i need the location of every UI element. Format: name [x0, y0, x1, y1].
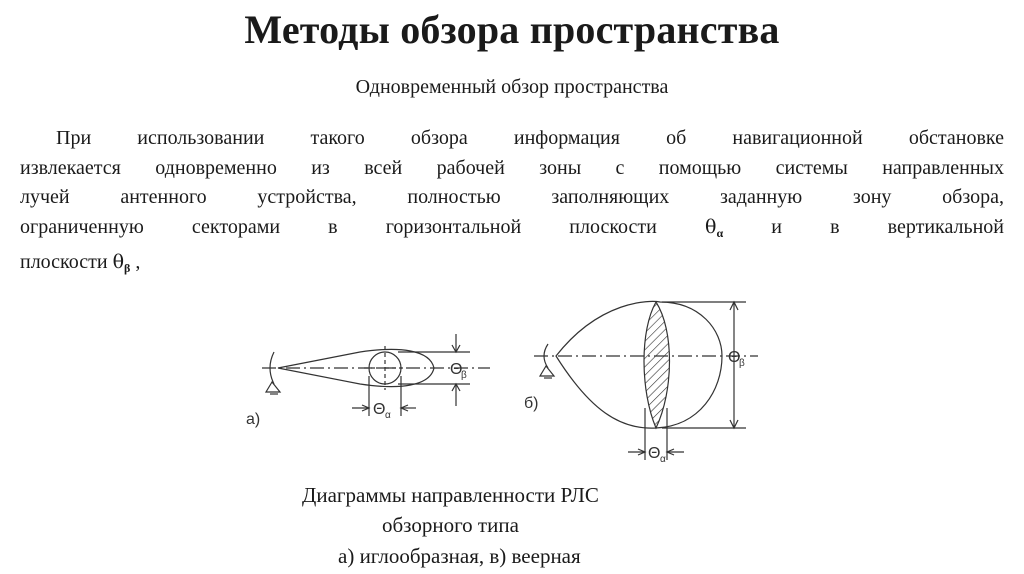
alpha-subscript: α [660, 454, 666, 465]
alpha-subscript: α [716, 225, 724, 240]
theta-beta-label [450, 361, 467, 381]
paragraph-text: и в вертикальной [771, 215, 1004, 238]
page-title: Методы обзора пространства [244, 7, 780, 52]
radiation-pattern-diagram [0, 290, 1024, 480]
figure-caption-line: обзорного типа [382, 513, 519, 537]
theta-symbol: θ [704, 215, 717, 238]
body-paragraph [20, 124, 1004, 284]
label-b: б) [524, 395, 539, 412]
paragraph-line: извлекается одновременно из всей рабочей зоны с помощью системы направленных [20, 156, 1004, 179]
paragraph-line [20, 213, 1004, 249]
beta-subscript: β [124, 261, 131, 275]
theta-alpha-label [373, 401, 391, 421]
alpha-subscript: α [385, 410, 391, 421]
beam-cross-section [644, 302, 670, 428]
theta-text: Θ [373, 401, 386, 418]
section-subtitle: Одновременный обзор пространства [355, 76, 669, 98]
paragraph-line: лучей антенного устройства, полностью заполняющих заданную зону обзора, [20, 186, 1004, 208]
beta-subscript: β [739, 358, 745, 369]
theta-alpha-label [648, 445, 666, 465]
theta-text: Θ [728, 349, 741, 366]
theta-text: Θ [648, 445, 661, 462]
paragraph-text: ограниченную секторами в горизонтальной плоскости [20, 215, 657, 238]
paragraph-line [20, 248, 1004, 284]
paragraph-text: плоскости [20, 251, 108, 273]
paragraph-line: При использовании такого обзора информация об навигационной обстановке [56, 127, 1004, 149]
label-a: а) [246, 411, 261, 428]
fan-lobe [556, 301, 722, 428]
theta-symbol: θ [112, 251, 125, 273]
beta-subscript: β [461, 370, 467, 381]
figure-caption-line: а) иглообразная, в) веерная [338, 544, 581, 568]
theta-text: Θ [450, 361, 463, 378]
paragraph-text: , [135, 251, 141, 273]
theta-beta-label [728, 349, 745, 369]
figure-caption-line: Диаграммы направленности РЛС [302, 483, 599, 507]
fan-pattern-figure [534, 301, 758, 460]
